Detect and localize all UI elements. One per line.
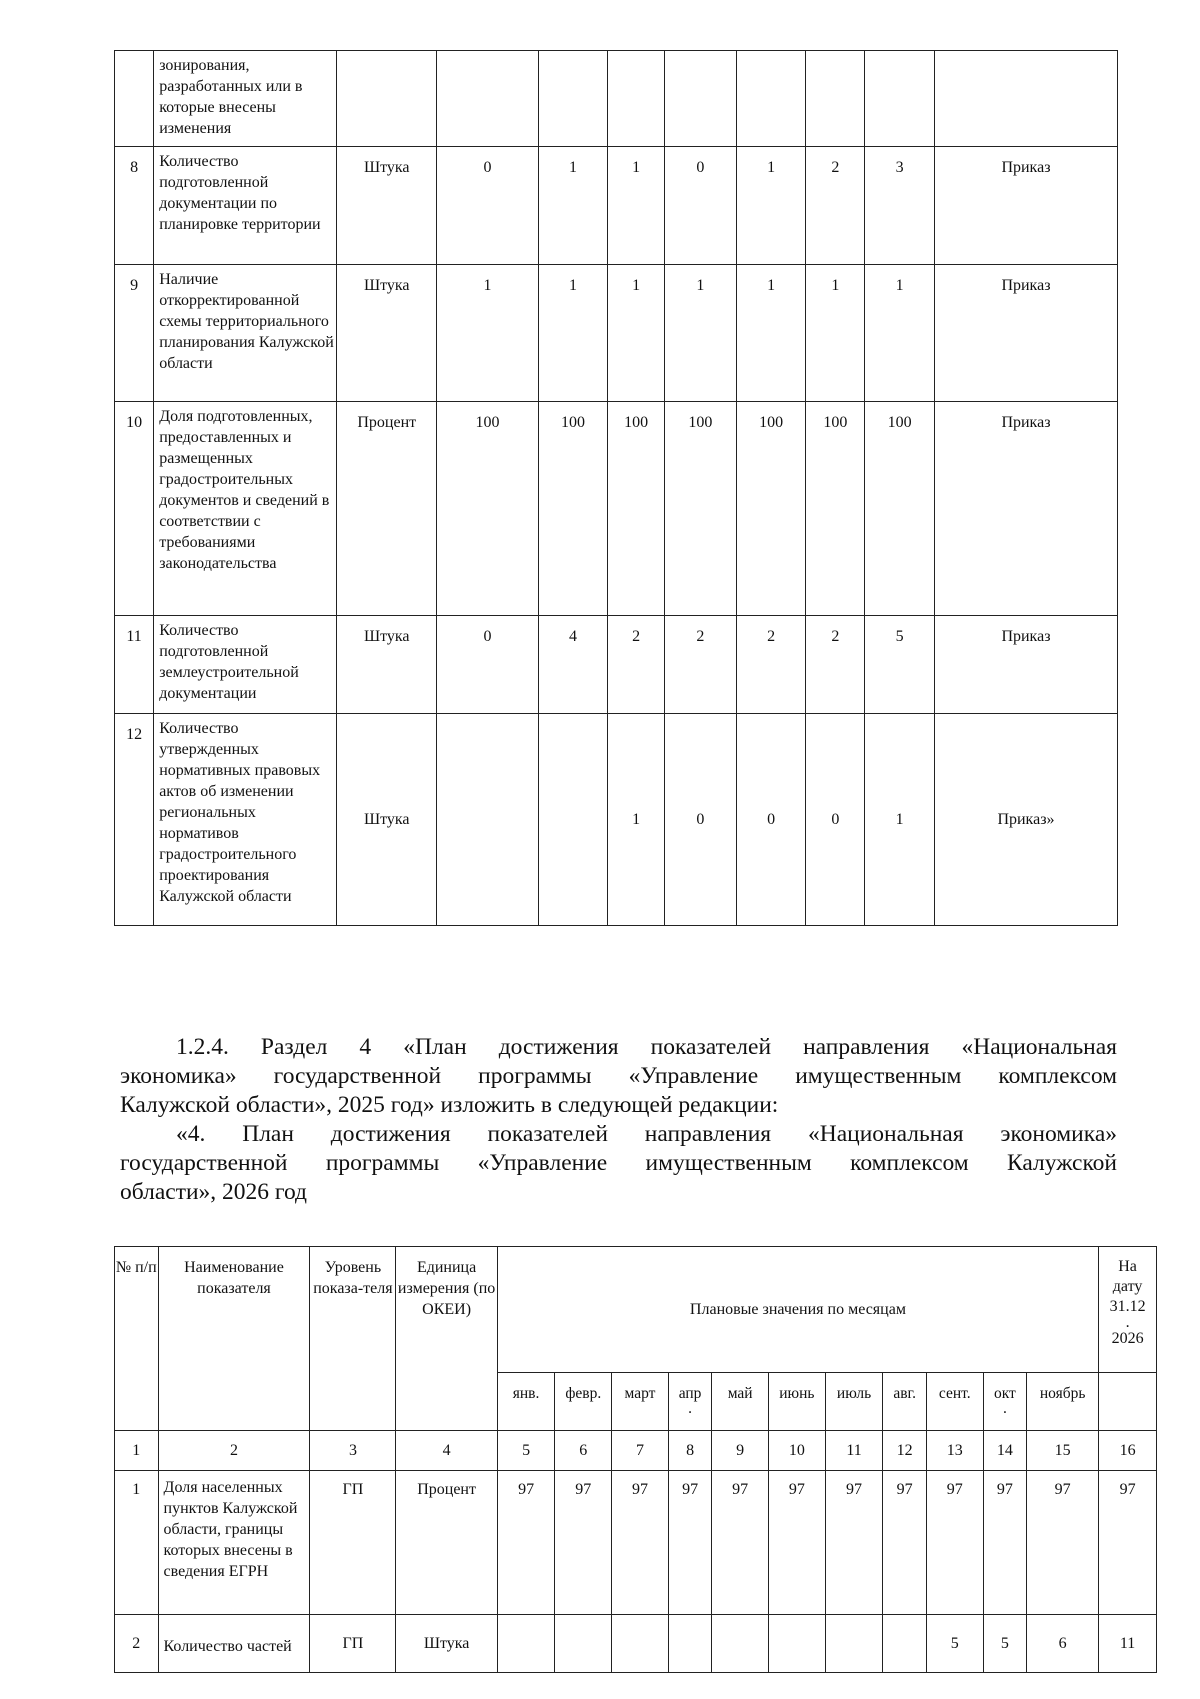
value-cell: 2 (608, 616, 665, 714)
source-document: Приказ (934, 616, 1117, 714)
value-cell (865, 51, 935, 147)
value-cell: 1 (608, 714, 665, 926)
indicator-name: Количество утвержденных нормативных правовых актов об изменении региональных нормативов градостроительного проектирования Калужской области (154, 714, 337, 926)
value-cell: 1 (664, 265, 736, 402)
indicator-name: Наличие откорректированной схемы территориального планирования Калужской области (154, 265, 337, 402)
value-cell: 1 (736, 265, 806, 402)
header-unit: Единица измерения (по ОКЕИ) (396, 1247, 497, 1431)
column-number: 16 (1099, 1431, 1157, 1471)
monthly-plan-table (114, 1246, 1157, 1673)
value-cell (825, 1615, 883, 1673)
row-number: 2 (115, 1615, 159, 1673)
value-cell: 97 (926, 1471, 983, 1615)
value-cell (712, 1615, 769, 1673)
value-cell: 1 (538, 147, 608, 265)
value-cell: 100 (664, 402, 736, 616)
header-date-line: 2026 (1111, 1330, 1144, 1347)
paragraph-line: государственной программы «Управление имущественным комплексом Калужской (120, 1150, 1117, 1176)
column-number: 3 (310, 1431, 396, 1471)
unit-cell: Штука (396, 1615, 497, 1673)
column-number: 8 (668, 1431, 712, 1471)
month-header (497, 1373, 555, 1431)
indicator-level: ГП (310, 1471, 396, 1615)
value-cell (612, 1615, 669, 1673)
value-cell: 5 (926, 1615, 983, 1673)
amendment-paragraph (120, 1033, 1117, 1120)
value-cell: 100 (736, 402, 806, 616)
value-cell: 2 (664, 616, 736, 714)
row-number: 8 (115, 147, 154, 265)
section-title-paragraph (120, 1120, 1117, 1207)
value-cell: 97 (612, 1471, 669, 1615)
empty-cell (1099, 1373, 1157, 1431)
row-number (115, 51, 154, 147)
header-indicator-name: Наименование показателя (158, 1247, 310, 1431)
value-cell (437, 714, 538, 926)
month-label: март (624, 1385, 656, 1402)
table-row (115, 714, 1118, 926)
value-cell: 1 (608, 265, 665, 402)
value-cell (538, 714, 608, 926)
source-document (934, 51, 1117, 147)
unit-cell: Процент (396, 1471, 497, 1615)
table-row (115, 51, 1118, 147)
value-cell (883, 1615, 927, 1673)
value-cell (497, 1615, 555, 1673)
value-cell: 97 (983, 1471, 1027, 1615)
indicator-name: Количество частей (158, 1615, 310, 1673)
month-header (883, 1373, 927, 1431)
row-number: 12 (115, 714, 154, 926)
month-label: апр (678, 1385, 702, 1402)
row-number: 1 (115, 1471, 159, 1615)
value-cell: 97 (497, 1471, 555, 1615)
value-cell: 1 (736, 147, 806, 265)
header-date-line: 31.12 (1109, 1298, 1146, 1315)
row-number: 11 (115, 616, 154, 714)
header-date-line: дату (1112, 1278, 1143, 1295)
value-cell (668, 1615, 712, 1673)
value-cell: 97 (712, 1471, 769, 1615)
value-cell (806, 51, 865, 147)
unit-cell: Штука (337, 265, 437, 402)
unit-cell: Штука (337, 714, 437, 926)
column-number: 6 (555, 1431, 612, 1471)
column-number: 1 (115, 1431, 159, 1471)
value-cell: 97 (1099, 1471, 1157, 1615)
value-cell: 0 (437, 147, 538, 265)
indicator-name: Доля населенных пунктов Калужской области, границы которых внесены в сведения ЕГРН (158, 1471, 310, 1615)
value-cell: 0 (736, 714, 806, 926)
column-number: 11 (825, 1431, 883, 1471)
table-row (115, 265, 1118, 402)
indicator-level: ГП (310, 1615, 396, 1673)
column-number: 13 (926, 1431, 983, 1471)
value-cell: 4 (538, 616, 608, 714)
header-date-line: . (1125, 1314, 1130, 1331)
value-cell (664, 51, 736, 147)
table-row (115, 147, 1118, 265)
value-cell: 6 (1027, 1615, 1099, 1673)
paragraph-line: области», 2026 год (120, 1179, 308, 1205)
header-planned-values: Плановые значения по месяцам (497, 1247, 1098, 1373)
header-num: № п/п (115, 1247, 159, 1431)
month-header (926, 1373, 983, 1431)
value-cell: 5 (983, 1615, 1027, 1673)
column-number: 12 (883, 1431, 927, 1471)
value-cell: 97 (668, 1471, 712, 1615)
paragraph-line: 1.2.4. Раздел 4 «План достижения показателей направления «Национальная (176, 1034, 1117, 1060)
table-row (115, 616, 1118, 714)
value-cell: 5 (865, 616, 935, 714)
value-cell: 2 (806, 147, 865, 265)
table-row (115, 402, 1118, 616)
header-indicator-level: Уровень показа-теля (310, 1247, 396, 1431)
value-cell (437, 51, 538, 147)
month-header (825, 1373, 883, 1431)
source-document: Приказ (934, 402, 1117, 616)
month-label: май (727, 1385, 753, 1402)
table-row (115, 1615, 1157, 1673)
value-cell (538, 51, 608, 147)
unit-cell (337, 51, 437, 147)
value-cell (769, 1615, 826, 1673)
paragraph-line: «4. План достижения показателей направления «Национальная экономика» (176, 1121, 1117, 1147)
value-cell: 2 (736, 616, 806, 714)
value-cell: 1 (806, 265, 865, 402)
value-cell: 0 (664, 714, 736, 926)
month-label: авг. (893, 1385, 917, 1402)
value-cell: 1 (865, 714, 935, 926)
value-cell: 97 (769, 1471, 826, 1615)
value-cell: 1 (437, 265, 538, 402)
column-number: 15 (1027, 1431, 1099, 1471)
month-label: июль (836, 1385, 872, 1402)
value-cell (555, 1615, 612, 1673)
column-number: 14 (983, 1431, 1027, 1471)
source-document: Приказ» (934, 714, 1117, 926)
value-cell: 100 (538, 402, 608, 616)
unit-cell: Процент (337, 402, 437, 616)
month-label: февр. (565, 1385, 602, 1402)
month-label-dot: . (1002, 1400, 1007, 1417)
month-label: янв. (512, 1385, 540, 1402)
value-cell: 97 (883, 1471, 927, 1615)
source-document: Приказ (934, 265, 1117, 402)
indicator-name: Количество подготовленной землеустроительной документации (154, 616, 337, 714)
value-cell: 100 (437, 402, 538, 616)
column-number: 9 (712, 1431, 769, 1471)
header-date (1099, 1247, 1157, 1373)
month-label: июнь (779, 1385, 815, 1402)
column-number: 10 (769, 1431, 826, 1471)
paragraph-line: экономика» государственной программы «Управление имущественным комплексом (120, 1063, 1117, 1089)
column-number: 7 (612, 1431, 669, 1471)
indicator-name: Доля подготовленных, предоставленных и размещенных градостроительных документов и сведений в соответствии с требованиями законодательства (154, 402, 337, 616)
month-header (555, 1373, 612, 1431)
month-header (1027, 1373, 1099, 1431)
value-cell: 100 (865, 402, 935, 616)
month-label-dot: . (688, 1400, 692, 1417)
column-number: 2 (158, 1431, 310, 1471)
source-document: Приказ (934, 147, 1117, 265)
value-cell: 97 (555, 1471, 612, 1615)
value-cell (736, 51, 806, 147)
value-cell: 0 (806, 714, 865, 926)
paragraph-line: Калужской области», 2025 год» изложить в следующей редакции: (120, 1092, 779, 1118)
table-row (115, 1471, 1157, 1615)
value-cell (608, 51, 665, 147)
value-cell: 0 (437, 616, 538, 714)
unit-cell: Штука (337, 616, 437, 714)
indicator-name: зонирования, разработанных или в которые внесены изменения (154, 51, 337, 147)
value-cell: 97 (1027, 1471, 1099, 1615)
month-header (769, 1373, 826, 1431)
value-cell: 0 (664, 147, 736, 265)
month-label: ноябрь (1039, 1385, 1086, 1402)
indicator-name: Количество подготовленной документации по планировке территории (154, 147, 337, 265)
unit-cell: Штука (337, 147, 437, 265)
row-number: 9 (115, 265, 154, 402)
month-header (712, 1373, 769, 1431)
month-header (983, 1373, 1027, 1431)
value-cell: 2 (806, 616, 865, 714)
indicators-table-continued (114, 50, 1118, 926)
value-cell: 1 (538, 265, 608, 402)
month-header (668, 1373, 712, 1431)
column-number: 4 (396, 1431, 497, 1471)
value-cell: 100 (806, 402, 865, 616)
month-label: сент. (938, 1385, 971, 1402)
month-label: окт (993, 1385, 1016, 1402)
value-cell: 97 (825, 1471, 883, 1615)
row-number: 10 (115, 402, 154, 616)
header-date-line: На (1118, 1258, 1137, 1275)
value-cell: 100 (608, 402, 665, 616)
column-number: 5 (497, 1431, 555, 1471)
month-header (612, 1373, 669, 1431)
value-cell: 3 (865, 147, 935, 265)
value-cell: 1 (608, 147, 665, 265)
value-cell: 1 (865, 265, 935, 402)
value-cell: 11 (1099, 1615, 1157, 1673)
